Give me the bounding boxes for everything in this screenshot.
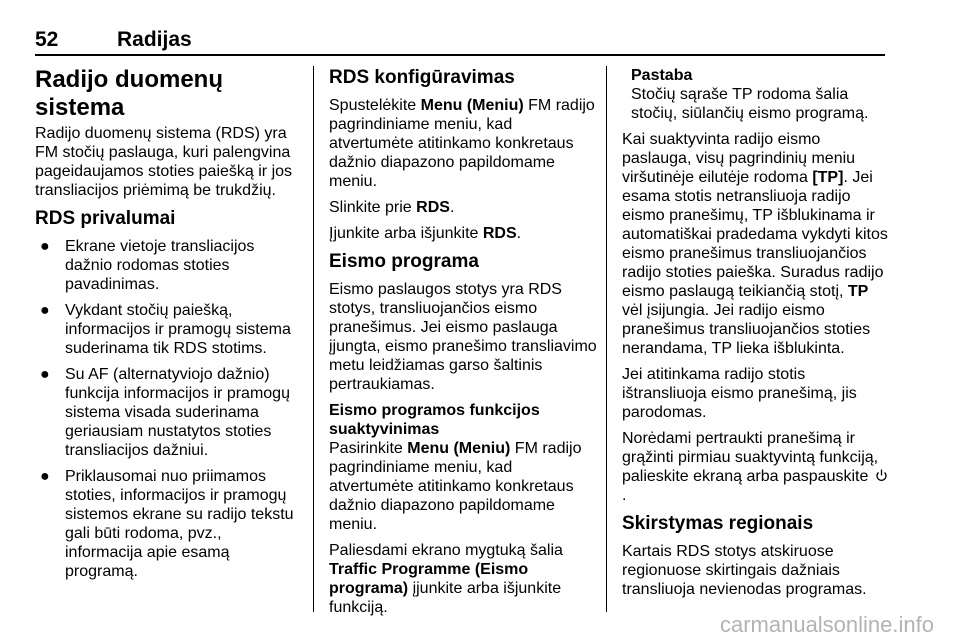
note-title: Pastaba [631,67,693,84]
config-step-2: Slinkite prie RDS. [329,199,455,216]
rds-advantages-list [35,237,297,581]
list-item: ● Vykdant stočių paiešką, informacijos ir pramogų sistema suderinama tik RDS stotims. [40,302,291,357]
rds-heading: Radijo duomenų sistema [35,66,223,121]
activation-step-2: Paliesdami ekrano mygtuką šalia Traffic Programme (Eismo programa) įjunkite arba išjunkite funkciją. [329,542,563,616]
list-item: ● Ekrane vietoje transliacijos dažnio rodomas stoties pavadinimas. [40,238,255,293]
watermark: carmanualsonline.info [719,612,934,637]
traffic-program-text: Eismo paslaugos stotys yra RDS stotys, transliuojančios eismo pranešimus. Jei eismo paslauga įjungta, eismo pranešimo transliavimo metu leidžiamas garso šaltinis pertraukiamas. [329,281,597,393]
column-2 [329,66,597,624]
config-step-1: Spustelėkite Menu (Meniu) FM radijo pagrindiniame meniu, kad atvertumėte atitinkamo konkretaus dažnio diapazono papildomame meniu. [329,97,595,190]
list-item: ● Su AF (alternatyviojo dažnio) funkcija informacijos ir pramogų sistema visada suderinama geriausiam nustatytos stoties transliacijos dažniui. [40,366,290,459]
regional-heading: Skirstymas regionais [622,513,814,534]
regional-text: Kartais RDS stotys atskiruose regionuose skirtingais dažniais transliuoja nevienodas programas. [622,543,867,598]
column-3 [622,66,890,606]
column-1 [35,66,297,588]
announcement-text: Jei atitinkama radijo stotis ištransliuoja eismo pranešimą, jis parodomas. [622,366,857,421]
note-text: Stočių sąraše TP rodoma šalia stočių, siūlančių eismo programą. [631,86,869,122]
rds-intro: Radijo duomenų sistema (RDS) yra FM stočių paslauga, kuri palengvina pageidaujamos stoties paiešką ir jos transliacijos priėmimą be trukdžių. [35,125,293,199]
bullet-icon: ● [40,468,50,485]
bullet-icon: ● [40,302,50,319]
interrupt-text: Norėdami pertraukti pranešimą ir grąžinti pirmiau suaktyvintą funkciją, palieskite ekraną arba paspauskite . [622,429,890,505]
config-step-3: Įjunkite arba išjunkite RDS. [329,225,522,242]
traffic-program-heading: Eismo programa [329,251,479,272]
tp-explanation: Kai suaktyvinta radijo eismo paslauga, visų pagrindinių meniu viršutinėje eilutėje rodoma [TP]. Jei esama stotis netransliuoja radijo eismo pranešimų, TP išblukinama ir automatiškai pradedama vykdyti kitos eismo pranešimus transliuojančios radijo stoties paieška. Suradus radijo eismo paslaugą teikiančią stotį, TP vėl įsijungia. Jei radijo eismo pranešimus transliuojančios stoties nerandama, TP lieka išblukinta. [622,131,888,357]
traffic-activation-heading: Eismo programos funkcijos suaktyvinimas [329,402,540,438]
list-item: ● Priklausomai nuo priimamos stoties, informacijos ir pramogų sistemos ekrane su radijo tekstu gali būti rodoma, pvz., informacija apie esamą programą. [40,468,294,580]
column-divider-2 [606,66,607,612]
rds-config-heading: RDS konfigūravimas [329,67,515,88]
bullet-icon: ● [40,366,50,383]
note-box [622,66,890,123]
rds-advantages-heading: RDS privalumai [35,208,176,229]
page-header [35,28,885,56]
page-number: 52 [35,28,59,51]
section-title: Radijas [117,28,192,51]
bullet-icon: ● [40,238,50,255]
activation-step-1: Pasirinkite Menu (Meniu) FM radijo pagrindiniame meniu, kad atvertumėte atitinkamo konkretaus dažnio diapazono papildomame meniu. [329,440,582,533]
column-divider-1 [313,66,314,612]
power-icon [875,467,888,486]
